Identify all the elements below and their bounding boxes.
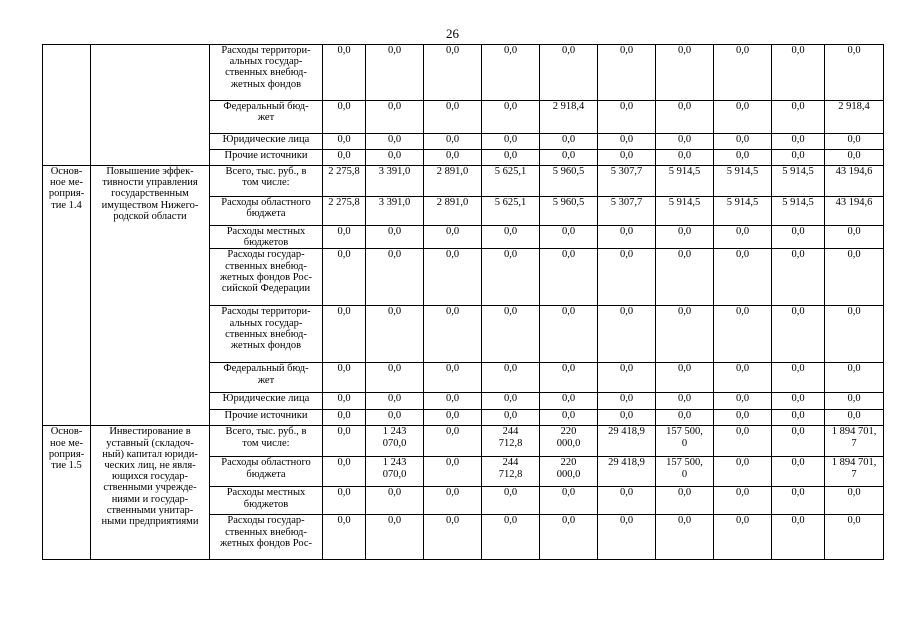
value-cell: 0,0 — [540, 226, 598, 249]
value-cell: 5 307,7 — [598, 197, 656, 226]
value-cell: 0,0 — [482, 226, 540, 249]
value-cell: 0,0 — [424, 306, 482, 363]
event-name-cell: Повышение эффек- тивности управления государственным имуществом Нижего- родской области — [91, 166, 210, 426]
value-cell: 0,0 — [714, 393, 772, 410]
funding-source-cell: Расходы местных бюджетов — [210, 226, 323, 249]
value-cell: 0,0 — [323, 515, 366, 560]
value-cell: 1 894 701, 7 — [825, 426, 884, 457]
value-cell: 5 914,5 — [656, 166, 714, 197]
value-cell: 0,0 — [323, 457, 366, 487]
value-cell: 0,0 — [825, 487, 884, 515]
funding-source-cell: Прочие источники — [210, 150, 323, 166]
value-cell: 5 307,7 — [598, 166, 656, 197]
value-cell: 0,0 — [714, 226, 772, 249]
value-cell: 220 000,0 — [540, 457, 598, 487]
value-cell: 0,0 — [772, 101, 825, 134]
value-cell: 0,0 — [598, 226, 656, 249]
value-cell: 0,0 — [366, 150, 424, 166]
value-cell: 0,0 — [482, 410, 540, 426]
value-cell: 0,0 — [598, 515, 656, 560]
value-cell: 0,0 — [772, 410, 825, 426]
value-cell: 0,0 — [656, 487, 714, 515]
value-cell: 0,0 — [366, 515, 424, 560]
value-cell: 0,0 — [772, 134, 825, 150]
value-cell: 244 712,8 — [482, 426, 540, 457]
value-cell: 0,0 — [366, 226, 424, 249]
value-cell: 0,0 — [714, 249, 772, 306]
value-cell: 2 891,0 — [424, 166, 482, 197]
value-cell: 0,0 — [366, 134, 424, 150]
value-cell: 0,0 — [772, 515, 825, 560]
funding-source-cell: Всего, тыс. руб., в том числе: — [210, 426, 323, 457]
funding-source-cell: Расходы местных бюджетов — [210, 487, 323, 515]
value-cell: 2 891,0 — [424, 197, 482, 226]
value-cell: 0,0 — [323, 101, 366, 134]
funding-source-cell: Расходы государ- ственных внебюд- жетных фондов Рос- сийской Федерации — [210, 249, 323, 306]
value-cell: 0,0 — [656, 306, 714, 363]
value-cell: 0,0 — [482, 249, 540, 306]
value-cell: 43 194,6 — [825, 166, 884, 197]
value-cell: 0,0 — [598, 363, 656, 393]
value-cell: 0,0 — [424, 515, 482, 560]
funding-source-cell: Всего, тыс. руб., в том числе: — [210, 166, 323, 197]
value-cell: 0,0 — [656, 45, 714, 101]
value-cell: 0,0 — [656, 410, 714, 426]
value-cell: 0,0 — [540, 410, 598, 426]
value-cell: 0,0 — [540, 306, 598, 363]
value-cell: 43 194,6 — [825, 197, 884, 226]
value-cell: 0,0 — [656, 150, 714, 166]
value-cell: 0,0 — [772, 393, 825, 410]
value-cell: 0,0 — [366, 410, 424, 426]
value-cell: 0,0 — [424, 101, 482, 134]
value-cell: 5 960,5 — [540, 197, 598, 226]
page-number: 26 — [446, 26, 459, 41]
value-cell: 0,0 — [772, 363, 825, 393]
budget-table — [42, 44, 884, 560]
value-cell: 5 914,5 — [714, 197, 772, 226]
value-cell: 0,0 — [366, 363, 424, 393]
value-cell: 0,0 — [424, 363, 482, 393]
value-cell: 0,0 — [424, 150, 482, 166]
value-cell: 0,0 — [598, 410, 656, 426]
value-cell: 0,0 — [598, 306, 656, 363]
funding-source-cell: Прочие источники — [210, 410, 323, 426]
value-cell: 0,0 — [424, 487, 482, 515]
value-cell: 29 418,9 — [598, 426, 656, 457]
value-cell: 0,0 — [540, 363, 598, 393]
funding-source-cell: Расходы территори- альных государ- ственных внебюд- жетных фондов — [210, 45, 323, 101]
value-cell: 5 960,5 — [540, 166, 598, 197]
event-name-cell: Инвестирование в уставный (складоч- ный) капитал юриди- ческих лиц, не явля- ющихся государ- ственными учрежде- ниями и государ- ственными унитар- ными предприятиями — [91, 426, 210, 560]
value-cell: 0,0 — [482, 515, 540, 560]
value-cell: 0,0 — [772, 457, 825, 487]
value-cell: 0,0 — [323, 134, 366, 150]
value-cell: 0,0 — [540, 150, 598, 166]
value-cell: 220 000,0 — [540, 426, 598, 457]
funding-source-cell: Юридические лица — [210, 134, 323, 150]
value-cell: 0,0 — [772, 426, 825, 457]
value-cell: 0,0 — [366, 393, 424, 410]
value-cell: 0,0 — [714, 306, 772, 363]
value-cell: 0,0 — [656, 226, 714, 249]
value-cell: 0,0 — [323, 306, 366, 363]
event-number-cell: Основ- ное ме- роприя- тие 1.4 — [43, 166, 91, 426]
value-cell: 1 243 070,0 — [366, 457, 424, 487]
value-cell: 0,0 — [714, 45, 772, 101]
value-cell: 0,0 — [323, 45, 366, 101]
value-cell: 0,0 — [772, 487, 825, 515]
value-cell: 0,0 — [825, 45, 884, 101]
value-cell: 0,0 — [656, 134, 714, 150]
funding-source-cell: Юридические лица — [210, 393, 323, 410]
value-cell: 0,0 — [482, 487, 540, 515]
value-cell: 0,0 — [424, 249, 482, 306]
value-cell: 0,0 — [598, 487, 656, 515]
value-cell: 0,0 — [714, 363, 772, 393]
value-cell: 0,0 — [323, 249, 366, 306]
value-cell: 0,0 — [714, 515, 772, 560]
value-cell: 0,0 — [366, 249, 424, 306]
value-cell: 244 712,8 — [482, 457, 540, 487]
value-cell: 0,0 — [825, 226, 884, 249]
value-cell: 0,0 — [656, 393, 714, 410]
funding-source-cell: Федеральный бюд- жет — [210, 363, 323, 393]
value-cell: 0,0 — [714, 134, 772, 150]
value-cell: 5 914,5 — [656, 197, 714, 226]
value-cell: 0,0 — [714, 101, 772, 134]
value-cell: 0,0 — [772, 306, 825, 363]
value-cell: 0,0 — [424, 457, 482, 487]
value-cell: 0,0 — [656, 249, 714, 306]
value-cell: 0,0 — [598, 393, 656, 410]
value-cell: 5 914,5 — [772, 197, 825, 226]
value-cell: 0,0 — [772, 226, 825, 249]
value-cell: 157 500, 0 — [656, 426, 714, 457]
value-cell: 0,0 — [656, 363, 714, 393]
value-cell: 0,0 — [825, 306, 884, 363]
value-cell: 0,0 — [714, 457, 772, 487]
value-cell: 0,0 — [772, 150, 825, 166]
table-row — [43, 166, 884, 197]
value-cell: 0,0 — [825, 150, 884, 166]
funding-source-cell: Расходы областного бюджета — [210, 457, 323, 487]
value-cell: 0,0 — [323, 150, 366, 166]
value-cell: 0,0 — [598, 150, 656, 166]
value-cell: 0,0 — [825, 363, 884, 393]
value-cell: 3 391,0 — [366, 197, 424, 226]
value-cell: 0,0 — [714, 426, 772, 457]
value-cell: 0,0 — [772, 45, 825, 101]
value-cell: 0,0 — [598, 45, 656, 101]
value-cell: 0,0 — [825, 515, 884, 560]
event-number-cell: Основ- ное ме- роприя- тие 1.5 — [43, 426, 91, 560]
value-cell: 5 914,5 — [714, 166, 772, 197]
value-cell: 0,0 — [825, 410, 884, 426]
value-cell: 0,0 — [424, 134, 482, 150]
value-cell: 0,0 — [656, 101, 714, 134]
value-cell: 0,0 — [540, 393, 598, 410]
value-cell: 0,0 — [772, 249, 825, 306]
value-cell: 0,0 — [482, 45, 540, 101]
value-cell: 0,0 — [323, 226, 366, 249]
value-cell: 0,0 — [323, 426, 366, 457]
value-cell: 2 275,8 — [323, 197, 366, 226]
value-cell: 0,0 — [714, 487, 772, 515]
value-cell: 0,0 — [540, 45, 598, 101]
value-cell: 0,0 — [598, 101, 656, 134]
value-cell: 3 391,0 — [366, 166, 424, 197]
value-cell: 0,0 — [366, 101, 424, 134]
value-cell: 0,0 — [714, 150, 772, 166]
value-cell: 0,0 — [598, 249, 656, 306]
value-cell: 0,0 — [366, 45, 424, 101]
value-cell: 0,0 — [825, 134, 884, 150]
value-cell: 2 918,4 — [540, 101, 598, 134]
value-cell: 0,0 — [482, 101, 540, 134]
value-cell: 0,0 — [323, 410, 366, 426]
value-cell: 0,0 — [424, 426, 482, 457]
value-cell: 5 625,1 — [482, 197, 540, 226]
value-cell: 2 275,8 — [323, 166, 366, 197]
value-cell: 0,0 — [482, 134, 540, 150]
table-row — [43, 426, 884, 457]
value-cell: 157 500, 0 — [656, 457, 714, 487]
value-cell: 0,0 — [366, 487, 424, 515]
value-cell: 0,0 — [825, 393, 884, 410]
value-cell: 0,0 — [482, 306, 540, 363]
value-cell: 0,0 — [366, 306, 424, 363]
value-cell: 0,0 — [323, 393, 366, 410]
value-cell: 0,0 — [540, 515, 598, 560]
value-cell: 0,0 — [482, 393, 540, 410]
funding-source-cell: Расходы территори- альных государ- ственных внебюд- жетных фондов — [210, 306, 323, 363]
funding-source-cell: Расходы областного бюджета — [210, 197, 323, 226]
event-number-cell — [43, 45, 91, 166]
value-cell: 0,0 — [323, 363, 366, 393]
value-cell: 0,0 — [656, 515, 714, 560]
value-cell: 0,0 — [323, 487, 366, 515]
value-cell: 1 243 070,0 — [366, 426, 424, 457]
value-cell: 2 918,4 — [825, 101, 884, 134]
value-cell: 0,0 — [540, 249, 598, 306]
value-cell: 0,0 — [424, 226, 482, 249]
value-cell: 0,0 — [482, 150, 540, 166]
value-cell: 0,0 — [598, 134, 656, 150]
value-cell: 29 418,9 — [598, 457, 656, 487]
value-cell: 0,0 — [714, 410, 772, 426]
funding-source-cell: Федеральный бюд- жет — [210, 101, 323, 134]
value-cell: 5 625,1 — [482, 166, 540, 197]
value-cell: 0,0 — [540, 487, 598, 515]
table-row — [43, 45, 884, 101]
value-cell: 0,0 — [482, 363, 540, 393]
value-cell: 0,0 — [540, 134, 598, 150]
value-cell: 1 894 701, 7 — [825, 457, 884, 487]
value-cell: 0,0 — [424, 393, 482, 410]
event-name-cell — [91, 45, 210, 166]
value-cell: 0,0 — [424, 45, 482, 101]
value-cell: 5 914,5 — [772, 166, 825, 197]
value-cell: 0,0 — [424, 410, 482, 426]
value-cell: 0,0 — [825, 249, 884, 306]
funding-source-cell: Расходы государ- ственных внебюд- жетных фондов Рос- — [210, 515, 323, 560]
